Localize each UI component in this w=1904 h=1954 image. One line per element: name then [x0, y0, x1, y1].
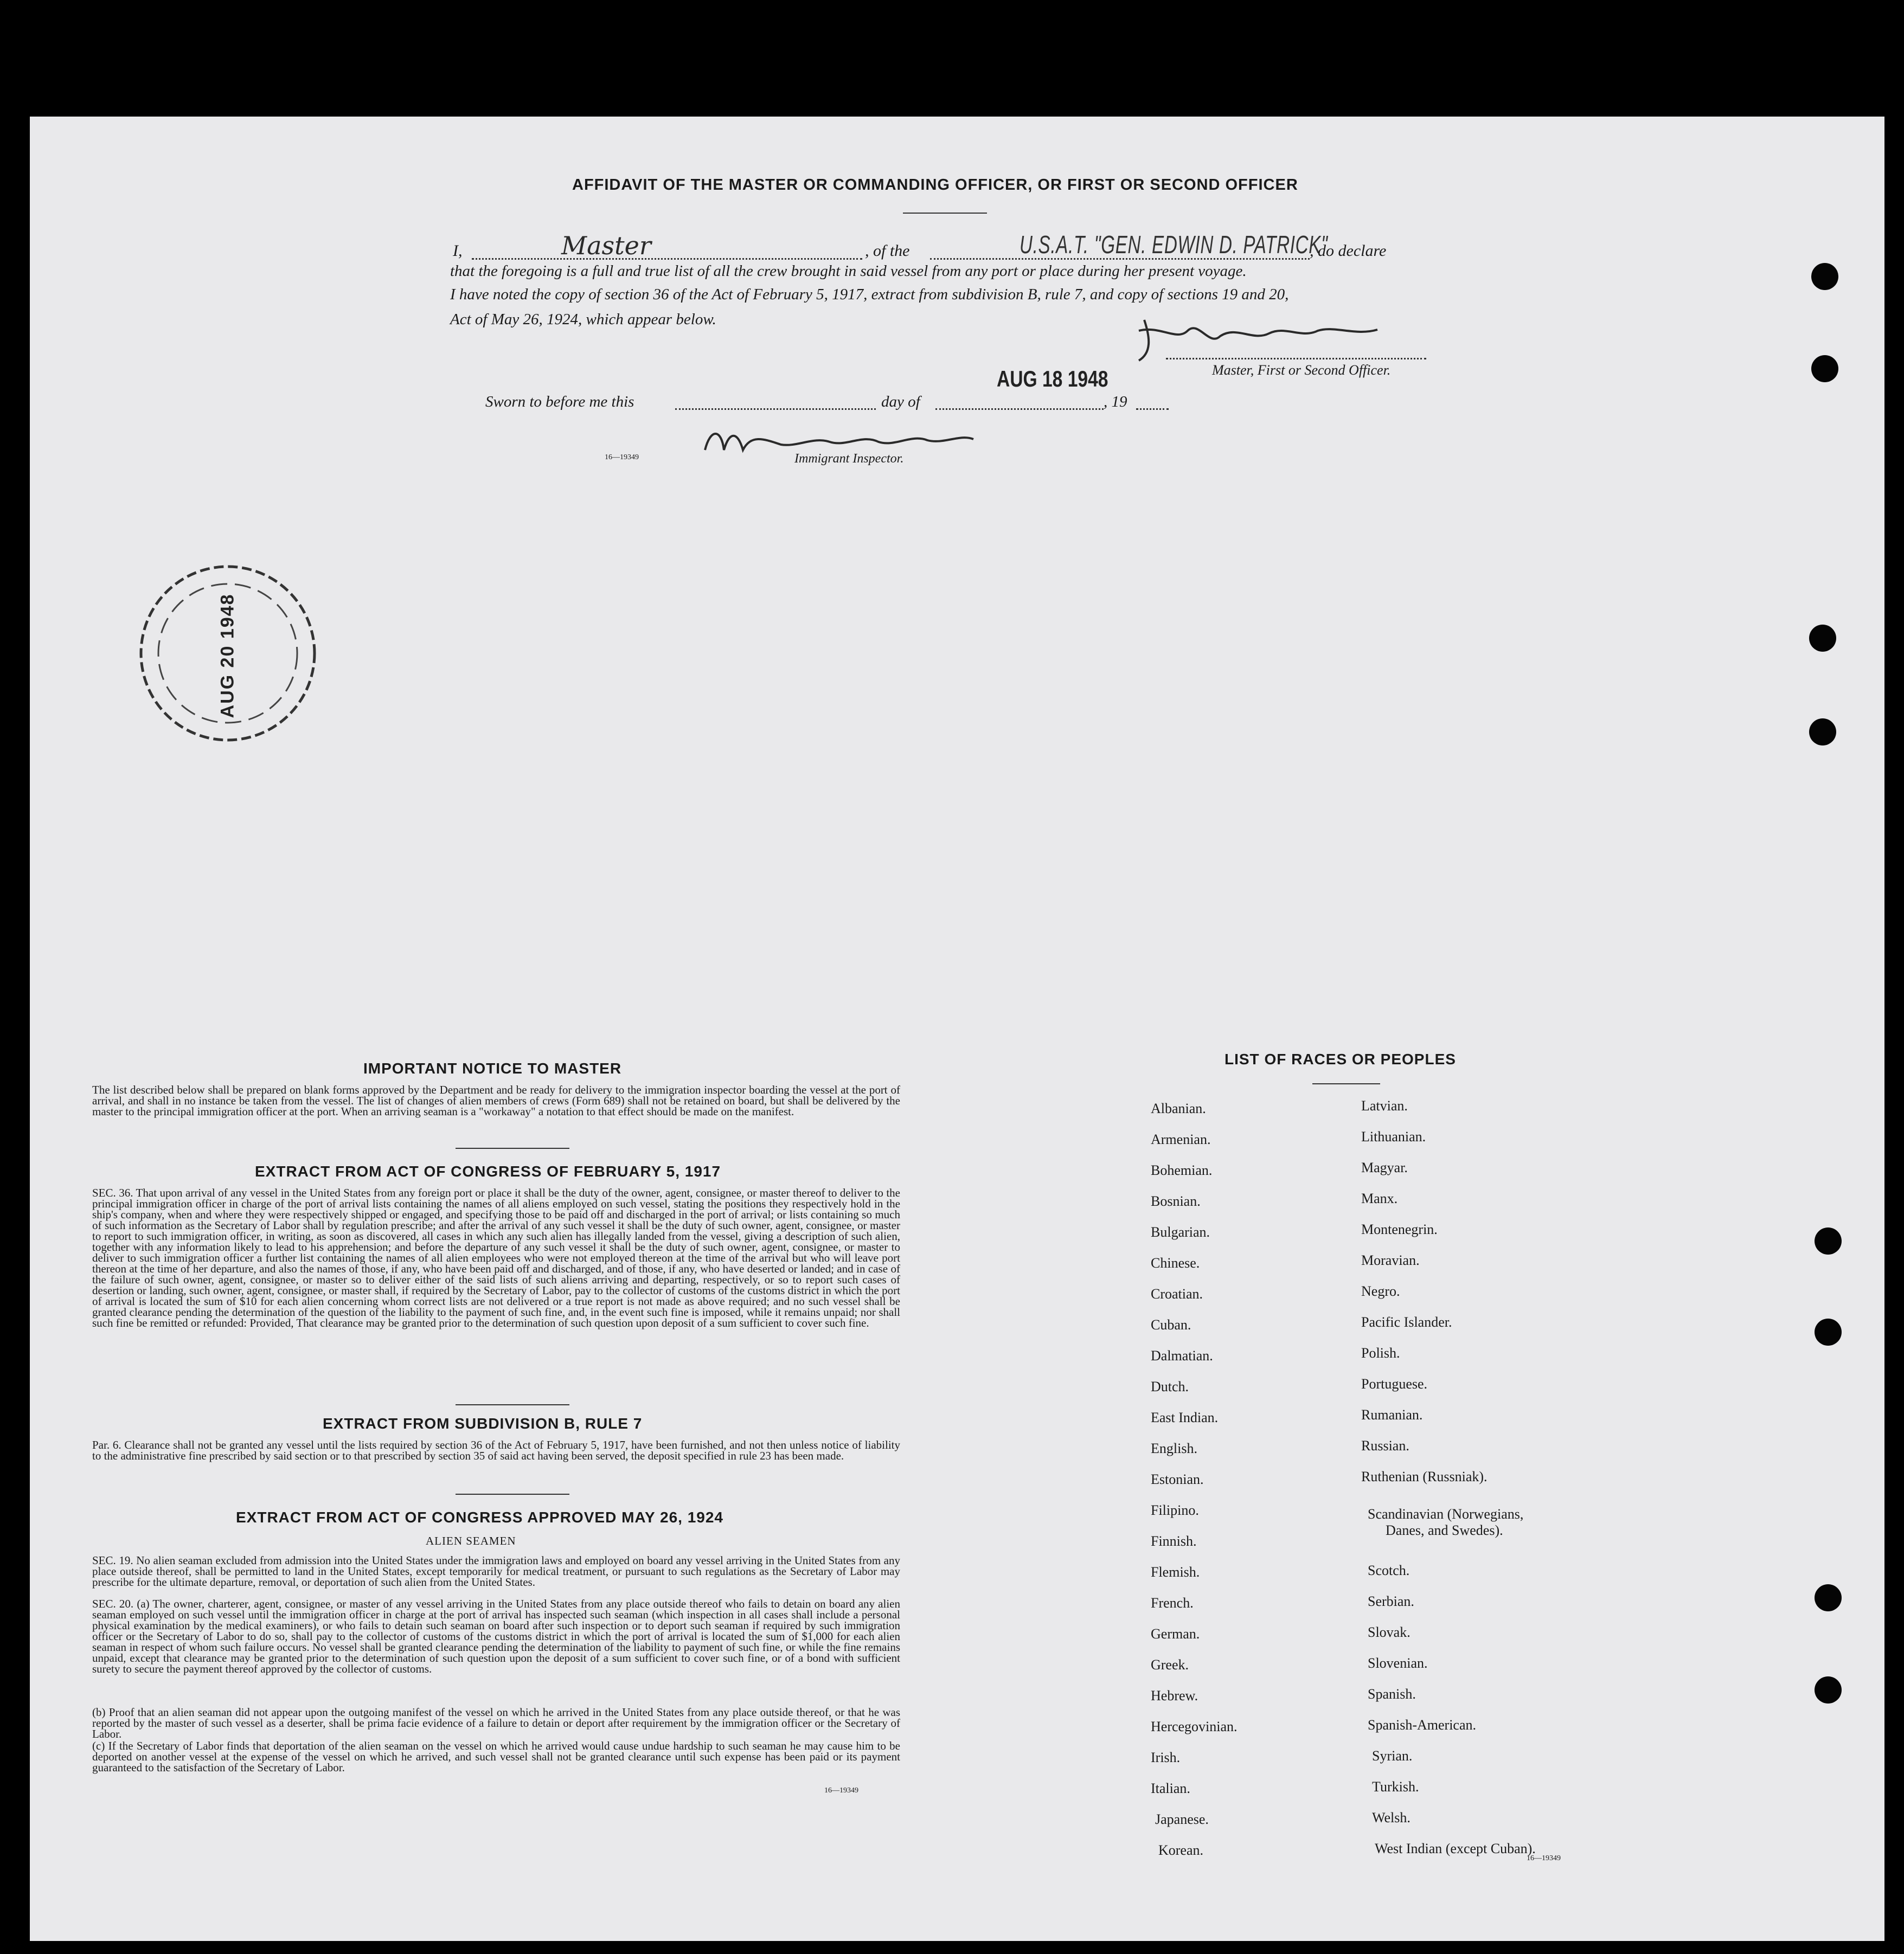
punch-hole — [1811, 355, 1838, 382]
master-caption: Master, First or Second Officer. — [1212, 362, 1391, 378]
race-item: French. — [1151, 1595, 1194, 1611]
punch-hole — [1809, 625, 1836, 652]
filled-name: Master — [561, 231, 651, 260]
punch-hole — [1815, 1319, 1842, 1346]
date-stamp: AUG 18 1948 — [997, 366, 1108, 391]
sworn-month-dotline — [935, 408, 1104, 410]
race-item: Spanish-American. — [1368, 1717, 1477, 1733]
race-item: Danes, and Swedes). — [1386, 1522, 1503, 1538]
race-item: East Indian. — [1151, 1410, 1219, 1425]
punch-hole — [1815, 1584, 1842, 1611]
race-item: Italian. — [1151, 1781, 1190, 1796]
affidavit-line2: that the foregoing is a full and true list of all the crew brought in said vessel from any port or place during her present voyage. — [450, 262, 1247, 280]
extract-1924-sec20a: SEC. 20. (a) The owner, charterer, agent, consignee, or master of any vessel arriving in the United States from any place outside thereof who fails to detain on board any alien seaman employed on such vessel until the immigration officer in charge at the port of arrival has inspected such seaman (which inspection in all cases shall include a personal physical examination by the medical examiners), or who fails to detain such seaman on board after such inspection or to deport such seaman if required by such immigration officer or the Secretary of Labor to do so, shall pay to the collector of customs of the customs district in which the port of arrival is located the sum of $1,000 for each alien seaman in respect of whom such failure occurs. No vessel shall be granted clearance pending the determination of the liability to payment of such fine, or while the fine remains unpaid, except that clearance may be granted prior to the determination of such question upon the deposit of a sum sufficient to cover such fine, or of a bond with sufficient surety to secure the payment thereof approved by the collector of customs. — [92, 1597, 900, 1675]
races-title: LIST OF RACES OR PEOPLES — [1225, 1051, 1456, 1068]
extract-1924-sec20c: (c) If the Secretary of Labor finds that deportation of the alien seaman on the vessel on which he arrived would cause undue hardship to such seaman he may cause him to be deported on another vessel at the expense of the vessel on which he arrived, and such vessel shall not be granted clearance until such expense has been paid or its payment guaranteed to the satisfaction of the Secretary of Labor. — [92, 1739, 900, 1774]
sworn-prefix: Sworn to before me this — [485, 393, 634, 410]
sworn-day: day of — [881, 393, 920, 410]
race-item: Lithuanian. — [1361, 1129, 1426, 1145]
race-item: Spanish. — [1368, 1686, 1416, 1702]
race-item: Latvian. — [1361, 1098, 1408, 1114]
line1-prefix: I, — [453, 242, 463, 260]
race-item: Chinese. — [1151, 1255, 1200, 1271]
extract-1917-title: EXTRACT FROM ACT OF CONGRESS OF FEBRUARY 5, 1917 — [255, 1163, 721, 1180]
race-item: Rumanian. — [1361, 1407, 1423, 1423]
affidavit-title: AFFIDAVIT OF THE MASTER OR COMMANDING OFFICER, OR FIRST OR SECOND OFFICER — [572, 176, 1298, 194]
race-item: Hebrew. — [1151, 1688, 1198, 1704]
race-item: English. — [1151, 1441, 1197, 1456]
notice-text: The list described below shall be prepared on blank forms approved by the Department and be ready for delivery to the immigration inspector boarding the vessel at the port of arrival, and shall in no instance be taken from the vessel. The list of changes of alien members of crews (Form 689) shall not be retained on board, but shall be delivered by the master to the principal immigration officer at the port. When an arriving seaman is a "workaway" a notation to that effect should be made on the manifest. — [92, 1083, 900, 1118]
race-item: Negro. — [1361, 1283, 1400, 1299]
title-divider — [903, 213, 987, 214]
sworn-day-dotline — [675, 408, 876, 410]
punch-hole — [1815, 1227, 1842, 1255]
affidavit-line3: I have noted the copy of section 36 of the Act of February 5, 1917, extract from subdivision B, rule 7, and copy of sections 19 and 20, — [450, 286, 1289, 303]
extract-1917-divider — [456, 1404, 569, 1405]
punch-hole — [1815, 1676, 1842, 1704]
race-item: Flemish. — [1151, 1564, 1200, 1580]
sworn-line — [485, 393, 1245, 417]
inspector-form-number: 16—19349 — [605, 453, 639, 461]
line1-mid: , of the — [865, 242, 910, 260]
race-item: Pacific Islander. — [1361, 1314, 1452, 1330]
extract-1924-sec19: SEC. 19. No alien seaman excluded from admission into the United States under the immigration laws and employed on board any vessel arriving in the United States from any place outside thereof, shall be permitted to land in the United States, except temporarily for medical treatment, or pursuant to such regulations as the Secretary of Labor may prescribe for the ultimate departure, removal, or deportation of such alien from the United States. — [92, 1554, 900, 1589]
rule7-title: EXTRACT FROM SUBDIVISION B, RULE 7 — [323, 1415, 643, 1432]
races-divider — [1312, 1083, 1380, 1084]
punch-hole — [1809, 718, 1836, 745]
race-item: Hercegovinian. — [1151, 1719, 1238, 1734]
race-item: Welsh. — [1372, 1810, 1411, 1826]
race-item: Scotch. — [1368, 1563, 1410, 1578]
extract-form-number: 16—19349 — [824, 1786, 858, 1795]
race-item: Dalmatian. — [1151, 1348, 1213, 1364]
rule7-text: Par. 6. Clearance shall not be granted any vessel until the lists required by section 36 of the Act of February 5, 1917, have been furnished, and not then unless notice of liability to the administrative fine prescribed by said section or to that prescribed by section 35 of said act having been served, the deposit specified in rule 23 has been made. — [92, 1438, 900, 1462]
notice-title: IMPORTANT NOTICE TO MASTER — [363, 1060, 622, 1077]
affidavit-line1 — [453, 230, 1387, 265]
race-item: Bohemian. — [1151, 1162, 1213, 1178]
race-item: Filipino. — [1151, 1502, 1199, 1518]
race-item: Moravian. — [1361, 1252, 1420, 1268]
race-item: Armenian. — [1151, 1132, 1211, 1147]
extract-1924-subtitle: ALIEN SEAMEN — [426, 1534, 516, 1547]
stamp-date: AUG 20 1948 — [217, 593, 238, 718]
race-item: Estonian. — [1151, 1471, 1204, 1487]
race-item: German. — [1151, 1626, 1200, 1642]
race-item: Serbian. — [1368, 1593, 1414, 1609]
race-item: Bosnian. — [1151, 1193, 1201, 1209]
filled-vessel: U.S.A.T. "GEN. EDWIN D. PATRICK" — [1020, 230, 1328, 259]
race-item: Slovak. — [1368, 1624, 1411, 1640]
rule7-divider — [456, 1494, 569, 1495]
extract-1924-sec20b: (b) Proof that an alien seaman did not appear upon the outgoing manifest of the vessel on which he arrived in the United States from any place outside thereof, or that he was reported by the master of such vessel as a deserter, shall be prima facie evidence of a failure to detain or deport after requirement by the immigration officer or the Secretary of Labor. — [92, 1706, 900, 1740]
race-item: Montenegrin. — [1361, 1222, 1438, 1237]
punch-hole — [1811, 263, 1838, 290]
race-item: Japanese. — [1155, 1811, 1209, 1827]
line1-suffix: , do declare — [1310, 242, 1387, 260]
race-item: Ruthenian (Russniak). — [1361, 1469, 1488, 1484]
race-item: Turkish. — [1372, 1779, 1419, 1795]
race-item: Manx. — [1361, 1191, 1398, 1206]
race-item: Syrian. — [1372, 1748, 1413, 1764]
name-dotline — [472, 258, 862, 260]
notice-divider — [456, 1148, 569, 1149]
race-item: Korean. — [1158, 1842, 1204, 1858]
races-form-number: 16—19349 — [1527, 1854, 1561, 1862]
race-item: Polish. — [1361, 1345, 1400, 1361]
master-signature — [1128, 309, 1432, 369]
inspector-caption: Immigrant Inspector. — [794, 452, 904, 466]
race-item: Slovenian. — [1368, 1655, 1428, 1671]
receiving-stamp — [133, 558, 323, 748]
sworn-year-dotline — [1136, 408, 1169, 410]
sworn-year: , 19 — [1104, 393, 1127, 410]
race-item: Cuban. — [1151, 1317, 1191, 1333]
race-item: Croatian. — [1151, 1286, 1203, 1302]
race-item: Russian. — [1361, 1438, 1409, 1454]
race-item: Irish. — [1151, 1750, 1181, 1765]
race-item: West Indian (except Cuban). — [1375, 1841, 1536, 1856]
race-item: Greek. — [1151, 1657, 1189, 1673]
affidavit-line4: Act of May 26, 1924, which appear below. — [450, 311, 716, 328]
race-item: Finnish. — [1151, 1533, 1197, 1549]
race-item: Magyar. — [1361, 1160, 1408, 1175]
race-item: Bulgarian. — [1151, 1224, 1210, 1240]
extract-1924-title: EXTRACT FROM ACT OF CONGRESS APPROVED MAY 26, 1924 — [236, 1509, 723, 1526]
race-item: Albanian. — [1151, 1101, 1206, 1116]
race-item: Dutch. — [1151, 1379, 1189, 1394]
master-dotline — [1166, 358, 1426, 359]
race-item: Scandinavian (Norwegians, — [1368, 1506, 1524, 1522]
race-item: Portuguese. — [1361, 1376, 1428, 1392]
extract-1917-text: SEC. 36. That upon arrival of any vessel in the United States from any foreign port or place it shall be the duty of the owner, agent, consignee, or master thereof to deliver to the principal immigration officer in charge of the port of arrival lists containing the names of all aliens employed on such vessel, stating the positions they respectively hold in the ship's company, when and where they were respectively shipped or engaged, and specifying those to be paid off and discharged in the port of arrival; or lists containing so much of such information as the Secretary of Labor shall by regulation prescribe; and after the arrival of any such vessel it shall be the duty of such owner, agent, consignee, or master to report to such immigration officer, in writing, as soon as discovered, all cases in which any such alien has illegally landed from the vessel, giving a description of such alien, together with any information likely to lead to his apprehension; and before the departure of any such vessel it shall be the duty of such owner, agent, consignee, or master to deliver to such immigration officer a further list containing the names of all alien employees who were not employed thereon at the time of the arrival but who will leave port thereon at the time of her departure, and also the names of those, if any, who have been paid off and discharged, and of those, if any, who have deserted or landed; and in case of the failure of such owner, agent, consignee, or master so to deliver either of the said lists of such aliens arriving and departing, respectively, or so to report such cases of desertion or landing, such owner, agent, consignee, or master shall, if required by the Secretary of Labor, pay to the collector of customs of the customs district in which the port of arrival is located the sum of $10 for each alien concerning whom correct lists are not delivered or a true report is not made as above required; and no such vessel shall be granted clearance pending the determination of the question of the liability to the payment of such fine, and, in the event such fine is imposed, while it remains unpaid; nor shall such fine be remitted or refunded: Provided, That clearance may be granted prior to the determination of such question upon deposit of a sum sufficient to cover such fine. — [92, 1186, 900, 1329]
